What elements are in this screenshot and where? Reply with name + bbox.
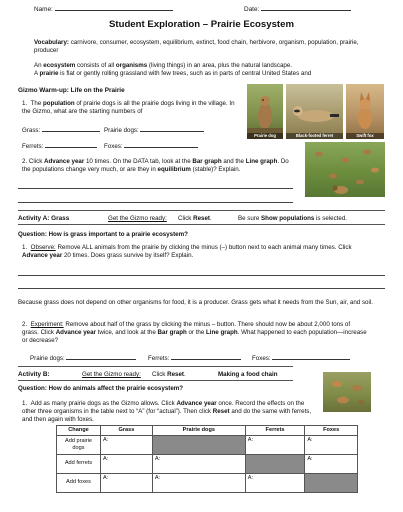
cell-add-pd-ferrets[interactable]: A: [245,435,305,454]
cell-add-pd-grass[interactable]: A: [101,435,153,454]
cell-add-ferrets-foxes[interactable]: A: [305,454,358,473]
food-chain-gizmo-image [323,372,371,412]
warmup-q2-answer-line-2[interactable] [18,202,293,203]
grass-answer-line[interactable] [42,126,100,132]
warmup-question-2: 2. Click Advance year 10 times. On the DATA tab, look at the Bar graph and the Line graph. Do the populations change very much, or are they in equilibrium (stable)? Explain. [22,158,289,173]
pd-change-field[interactable]: Prairie dogs: [30,354,136,363]
cell-add-ferrets-prairie-dogs[interactable]: A: [152,454,245,473]
name-input-line[interactable] [55,5,173,11]
name-label: Name: [34,6,53,13]
header-ferrets: Ferrets [245,426,305,436]
foxes-answer-field[interactable]: Foxes: [104,142,198,151]
cell-add-foxes-prairie-dogs[interactable]: A: [152,473,245,492]
grassland-animals-icon [305,142,385,197]
cell-add-ferrets-ferrets [245,454,305,473]
change-table-header-row [57,426,358,436]
prairie-dogs-answer-field[interactable]: Prairie dogs: [104,126,204,135]
ferrets-change-line[interactable] [171,354,241,360]
food-chain-animals-icon [323,372,371,412]
table-row [57,454,358,473]
intro-line-1: An ecosystem consists of all organisms (living things) in an area, plus the natural landscape. [34,62,292,69]
term-prairie: prairie [39,70,59,77]
activity-a-label: Activity A: Grass [18,215,70,222]
activity-a-question-divider [18,224,385,225]
date-label: Date: [244,6,260,13]
activity-b-title: Making a food chain [218,371,278,378]
foxes-change-line[interactable] [272,354,350,360]
table-row [57,473,358,492]
term-organisms: organisms [115,62,148,69]
cell-add-foxes-foxes [305,473,358,492]
cell-add-pd-foxes[interactable]: A: [305,435,358,454]
activity-a-q1-answer-line-2[interactable] [18,288,385,289]
cell-add-ferrets-grass[interactable]: A: [101,454,153,473]
ferret-photo [286,84,343,139]
warmup-q2-answer-line-1[interactable] [18,188,293,189]
intro-line-2: A prairie is flat or gently rolling grassland with few trees, such as in parts of central United States and [34,70,312,77]
name-field[interactable] [34,5,173,14]
prairie-dogs-answer-line[interactable] [140,126,204,132]
activity-a-q1-answer-line-1[interactable] [18,275,385,276]
header-change: Change [57,426,101,436]
vocabulary-label: Vocabulary: [34,39,69,46]
table-row [57,435,358,454]
foxes-change-field[interactable]: Foxes: [252,354,350,363]
activity-a-question-1: 1. Observe: Remove ALL animals from the prairie by clicking the minus (–) button next to each animal many times. Click Advance year 20 times. Does grass survive by itself? Explain. [22,244,352,259]
activity-b-question-1: 1. Add as many prairie dogs as the Gizmo allows. Click Advance year once. Record the effects on the other three organisms in the table next to “A” (for “actual”). Then click Reset and do the same with ferrets, and then again with foxes. [22,400,312,423]
ferret-caption: Black-footed ferret [286,133,343,139]
page-title: Student Exploration – Prairie Ecosystem [108,19,294,30]
grass-answer-field[interactable]: Grass: [22,126,100,135]
activity-a-divider [18,210,385,211]
activity-b-label: Activity B: [18,371,50,378]
term-ecosystem: ecosystem [43,62,76,69]
ferrets-change-field[interactable]: Ferrets: [148,354,241,363]
header-prairie-dogs: Prairie dogs [152,426,245,436]
activity-a-be-sure: Be sure Show populations is selected. [238,215,347,222]
activity-b-question-divider [18,380,293,381]
prairie-dog-icon [247,84,283,139]
date-input-line[interactable] [261,5,351,11]
change-table [56,425,358,493]
row-label-add-foxes: Add foxes [57,473,101,492]
activity-b-click-reset: Click Reset. [152,371,186,378]
activity-a-ready: Get the Gizmo ready: [108,215,167,222]
warmup-heading: Gizmo Warm-up: Life on the Prairie [18,87,125,94]
activity-b-question: Question: How do animals affect the prairie ecosystem? [18,385,184,392]
vocabulary-text: carnivore, consumer, ecosystem, equilibrium, extinct, food chain, herbivore, organism, population, prairie, producer [34,39,359,54]
producer-note: Because grass does not depend on other organisms for food, it is a producer. Grass gets what it needs from the Sun, air, and soil. [18,299,373,306]
activity-a-question-2: 2. Experiment: Remove about half of the grass by clicking the minus – button. There should now be about 2,000 tons of grass. Click Advance year twice, and look at the Bar graph or the Line graph. What happened to each population—increase or decrease? [22,321,367,344]
foxes-answer-line[interactable] [124,142,198,148]
activity-b-ready: Get the Gizmo ready: [82,371,141,378]
gizmo-grassland-image [305,142,385,197]
activity-b-divider [18,366,293,367]
warmup-question-1: 1. The population of prairie dogs is all the prairie dogs living in the village. In the Gizmo, what are the starting numbers of [22,100,235,115]
vocabulary-block [34,39,369,55]
ferrets-answer-line[interactable] [45,142,97,148]
row-label-add-ferrets: Add ferrets [57,454,101,473]
ferret-icon [286,84,343,139]
activity-a-click-reset: Click Reset. [178,215,212,222]
ferrets-answer-field[interactable]: Ferrets: [22,142,97,151]
row-label-add-prairie-dogs: Add prairie dogs [57,435,101,454]
pd-change-line[interactable] [66,354,136,360]
fox-icon [346,84,384,139]
cell-add-foxes-ferrets[interactable]: A: [245,473,305,492]
header-grass: Grass [101,426,153,436]
fox-photo [346,84,384,139]
cell-add-foxes-grass[interactable]: A: [101,473,153,492]
header-foxes: Foxes [305,426,358,436]
fox-caption: Swift fox [346,133,384,139]
date-field[interactable] [244,5,351,14]
activity-a-question: Question: How is grass important to a prairie ecosystem? [18,231,188,238]
prairie-dog-photo [247,84,283,139]
prairie-dog-caption: Prairie dog [247,133,283,139]
cell-add-pd-prairie-dogs [152,435,245,454]
